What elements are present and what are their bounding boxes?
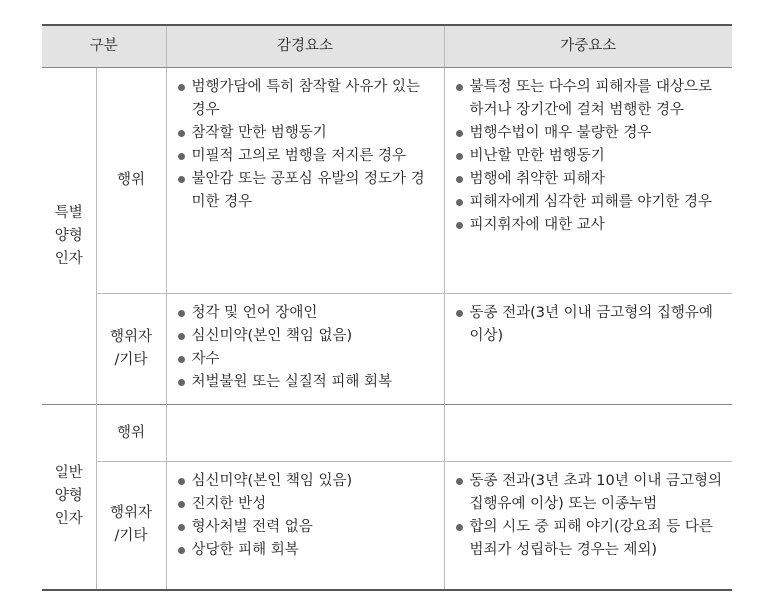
group-label: 일반 양형 인자: [42, 405, 96, 590]
list-item: 범행가담에 특히 참작할 사유가 있는 경우: [177, 76, 438, 122]
list-item: 참작할 만한 범행동기: [177, 122, 438, 145]
sentencing-factors-table: [42, 24, 732, 591]
list-item: 동종 전과(3년 초과 10년 이내 금고형의 집행유예 이상) 또는 이종누범: [455, 470, 727, 516]
mitigating-cell: [166, 462, 444, 590]
list-item: 합의 시도 중 피해 야기(강요죄 등 다른 범죄가 성립하는 경우는 제외): [455, 516, 727, 562]
group-label: 특별 양형 인자: [42, 68, 96, 405]
mitigating-cell: [166, 405, 444, 462]
row-type-label: 행위자 /기타: [96, 294, 166, 405]
mitigating-cell: [166, 294, 444, 405]
list-item: 상당한 피해 회복: [177, 539, 438, 562]
table-row: [42, 462, 732, 590]
list-item: 피해자에게 심각한 피해를 야기한 경우: [455, 191, 727, 214]
aggravating-cell: [444, 68, 732, 294]
table-row: [42, 294, 732, 405]
aggravating-cell: [444, 462, 732, 590]
list-item: 범행수법이 매우 불량한 경우: [455, 122, 727, 145]
list-item: 불안감 또는 공포심 유발의 정도가 경미한 경우: [177, 168, 438, 214]
list-item: 청각 및 언어 장애인: [177, 302, 438, 325]
aggravating-cell: [444, 294, 732, 405]
list-item: 자수: [177, 348, 438, 371]
header-category: 구분: [42, 25, 166, 68]
list-item: 심신미약(본인 책임 있음): [177, 470, 438, 493]
mitigating-cell: [166, 68, 444, 294]
aggravating-cell: [444, 405, 732, 462]
table-row: [42, 68, 732, 294]
sentencing-factors-table-container: [42, 24, 732, 591]
header-aggravating: 가중요소: [444, 25, 732, 68]
list-item: 진지한 반성: [177, 493, 438, 516]
header-row: [42, 25, 732, 68]
row-type-label: 행위: [96, 405, 166, 462]
list-item: 동종 전과(3년 이내 금고형의 집행유예 이상): [455, 302, 727, 348]
list-item: 심신미약(본인 책임 없음): [177, 325, 438, 348]
header-mitigating: 감경요소: [166, 25, 444, 68]
list-item: 불특정 또는 다수의 피해자를 대상으로 하거나 장기간에 걸쳐 범행한 경우: [455, 76, 727, 122]
list-item: 처벌불원 또는 실질적 피해 회복: [177, 371, 438, 394]
row-type-label: 행위: [96, 68, 166, 294]
list-item: 범행에 취약한 피해자: [455, 168, 727, 191]
list-item: 미필적 고의로 범행을 저지른 경우: [177, 145, 438, 168]
list-item: 비난할 만한 범행동기: [455, 145, 727, 168]
row-type-label: 행위자 /기타: [96, 462, 166, 590]
table-row: [42, 405, 732, 462]
list-item: 형사처벌 전력 없음: [177, 516, 438, 539]
list-item: 피지휘자에 대한 교사: [455, 214, 727, 237]
